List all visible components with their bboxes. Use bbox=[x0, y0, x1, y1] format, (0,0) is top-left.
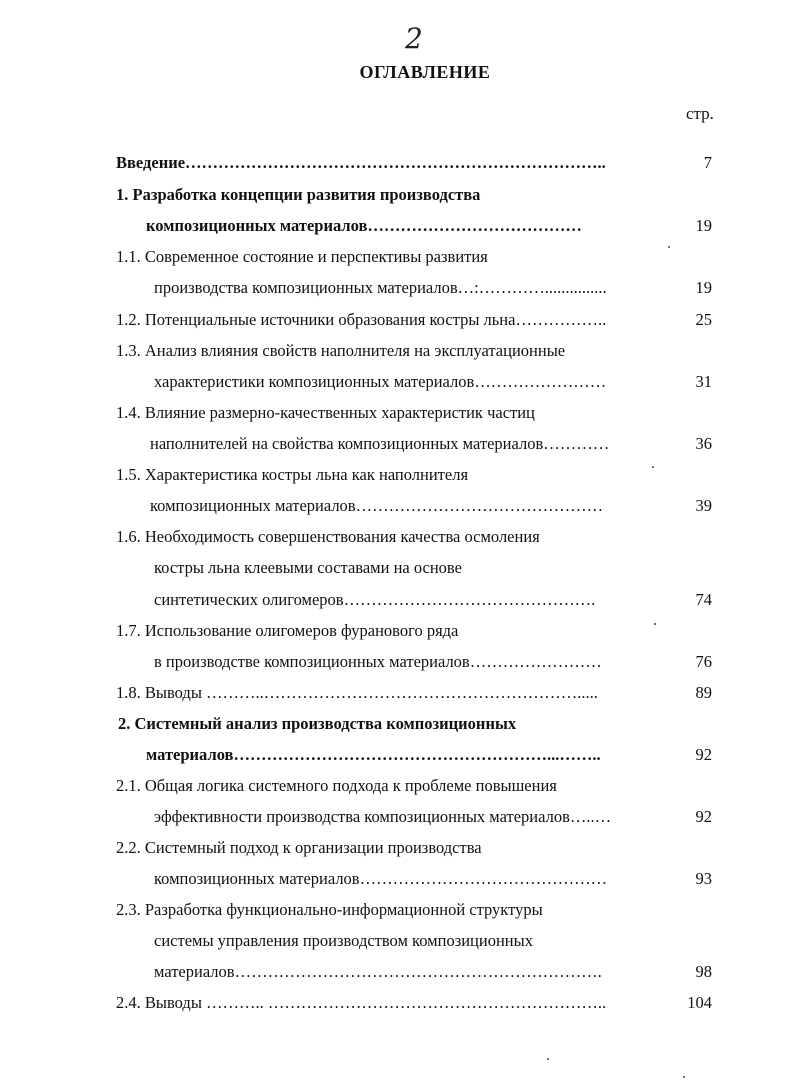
toc-entry-2-3 bbox=[0, 898, 798, 922]
toc-entry-page: 104 bbox=[687, 993, 712, 1012]
toc-entry-page: 93 bbox=[695, 869, 712, 888]
toc-entry-text: характеристики композиционных материалов…………………… bbox=[154, 372, 607, 391]
toc-entry-2-1 bbox=[0, 774, 798, 798]
toc-entry-text: 2.3. Разработка функционально-информационной структуры bbox=[116, 900, 543, 919]
toc-entry-1-5-cont bbox=[0, 494, 798, 518]
toc-entry-1-8 bbox=[0, 681, 798, 705]
toc-entry-text: материалов…………………………………………………...…….. bbox=[146, 745, 601, 764]
toc-entry-2-2 bbox=[0, 836, 798, 860]
toc-entry-text: композиционных материалов……………………………………… bbox=[154, 869, 608, 888]
toc-entry-text: 2.1. Общая логика системного подхода к проблеме повышения bbox=[116, 776, 557, 795]
toc-entry-text: 1.6. Необходимость совершенствования качества осмоления bbox=[116, 527, 540, 546]
toc-entry-1-6-cont-2 bbox=[0, 588, 798, 612]
toc-entry-1-6-cont-1 bbox=[0, 556, 798, 580]
toc-entry-1-6 bbox=[0, 525, 798, 549]
toc-entry-page: 25 bbox=[695, 310, 712, 329]
toc-entry-page: 89 bbox=[695, 683, 712, 702]
handwritten-page-number: 2 bbox=[405, 22, 423, 55]
toc-entry-text: материалов…………………………………………………………. bbox=[154, 962, 602, 981]
toc-entry-text: 2.2. Системный подход к организации производства bbox=[116, 838, 482, 857]
toc-entry-page: 31 bbox=[695, 372, 712, 391]
toc-entry-2-2-cont bbox=[0, 867, 798, 891]
toc-entry-chapter-2 bbox=[0, 712, 798, 736]
toc-entry-1-4 bbox=[0, 401, 798, 425]
scan-speck bbox=[668, 246, 670, 248]
toc-entry-text: наполнителей на свойства композиционных материалов………… bbox=[150, 434, 610, 453]
toc-entry-1-3 bbox=[0, 339, 798, 363]
toc-entry-text: 1.3. Анализ влияния свойств наполнителя на эксплуатационные bbox=[116, 341, 566, 360]
toc-entry-page: 76 bbox=[695, 652, 712, 671]
toc-entry-page: 7 bbox=[703, 153, 712, 172]
toc-entry-text: в производстве композиционных материалов…………………… bbox=[154, 652, 602, 671]
toc-entry-text: 1.8. Выводы ………..…………………………………………………..... bbox=[116, 683, 598, 702]
toc-entry-1-1-cont bbox=[0, 276, 798, 300]
page-column-label: стр. bbox=[686, 104, 714, 123]
toc-entry-page: 98 bbox=[695, 962, 712, 981]
page-title: ОГЛАВЛЕНИЕ bbox=[359, 62, 491, 82]
toc-entry-text: 2. Системный анализ производства композиционных bbox=[118, 714, 517, 733]
toc-entry-text: композиционных материалов………………………………… bbox=[146, 216, 582, 235]
toc-entry-text: 1.1. Современное состояние и перспективы развития bbox=[116, 247, 488, 266]
toc-entry-2-4 bbox=[0, 991, 798, 1015]
toc-entry-page: 92 bbox=[695, 807, 712, 826]
toc-entry-page: 39 bbox=[695, 496, 712, 515]
toc-entry-text: производства композиционных материалов…:…………............... bbox=[154, 278, 607, 297]
toc-entry-page: 92 bbox=[695, 745, 712, 764]
toc-entry-text: костры льна клеевыми составами на основе bbox=[154, 558, 462, 577]
toc-entry-chapter-1-cont bbox=[0, 214, 798, 238]
scan-speck bbox=[654, 623, 656, 625]
toc-entry-1-1 bbox=[0, 245, 798, 269]
toc-entry-1-5 bbox=[0, 463, 798, 487]
toc-entry-text: 1.2. Потенциальные источники образования костры льна…………….. bbox=[116, 310, 607, 329]
scan-speck bbox=[547, 1058, 549, 1060]
toc-entry-chapter-1 bbox=[0, 183, 798, 207]
toc-entry-text: композиционных материалов……………………………………… bbox=[150, 496, 604, 515]
toc-entry-page: 19 bbox=[695, 216, 712, 235]
toc-entry-text: 1.5. Характеристика костры льна как наполнителя bbox=[116, 465, 469, 484]
toc-entry-text: Введение………………………………………………………………….. bbox=[116, 153, 606, 172]
scan-speck bbox=[652, 466, 654, 468]
toc-entry-1-2 bbox=[0, 308, 798, 332]
toc-entry-chapter-2-cont bbox=[0, 743, 798, 767]
toc-entry-text: 1. Разработка концепции развития производства bbox=[116, 185, 481, 204]
toc-entry-page: 36 bbox=[695, 434, 712, 453]
toc-entry-2-3-cont-2 bbox=[0, 960, 798, 984]
toc-entry-text: 1.4. Влияние размерно-качественных характеристик частиц bbox=[116, 403, 535, 422]
toc-entry-1-7 bbox=[0, 619, 798, 643]
toc-entry-page: 19 bbox=[695, 278, 712, 297]
toc-entry-1-3-cont bbox=[0, 370, 798, 394]
toc-entry-page: 74 bbox=[695, 590, 712, 609]
toc-entry-intro bbox=[0, 151, 798, 175]
toc-entry-1-7-cont bbox=[0, 650, 798, 674]
toc-entry-1-4-cont bbox=[0, 432, 798, 456]
toc-entry-text: эффективности производства композиционных материалов…..… bbox=[154, 807, 612, 826]
scan-speck bbox=[683, 1076, 685, 1078]
toc-entry-2-1-cont bbox=[0, 805, 798, 829]
toc-entry-text: 2.4. Выводы ……….. …………………………………………………….. bbox=[116, 993, 607, 1012]
toc-entry-text: синтетических олигомеров………………………………………. bbox=[154, 590, 596, 609]
toc-entry-2-3-cont-1 bbox=[0, 929, 798, 953]
toc-entry-text: системы управления производством композиционных bbox=[154, 931, 533, 950]
toc-entry-text: 1.7. Использование олигомеров фуранового ряда bbox=[116, 621, 459, 640]
